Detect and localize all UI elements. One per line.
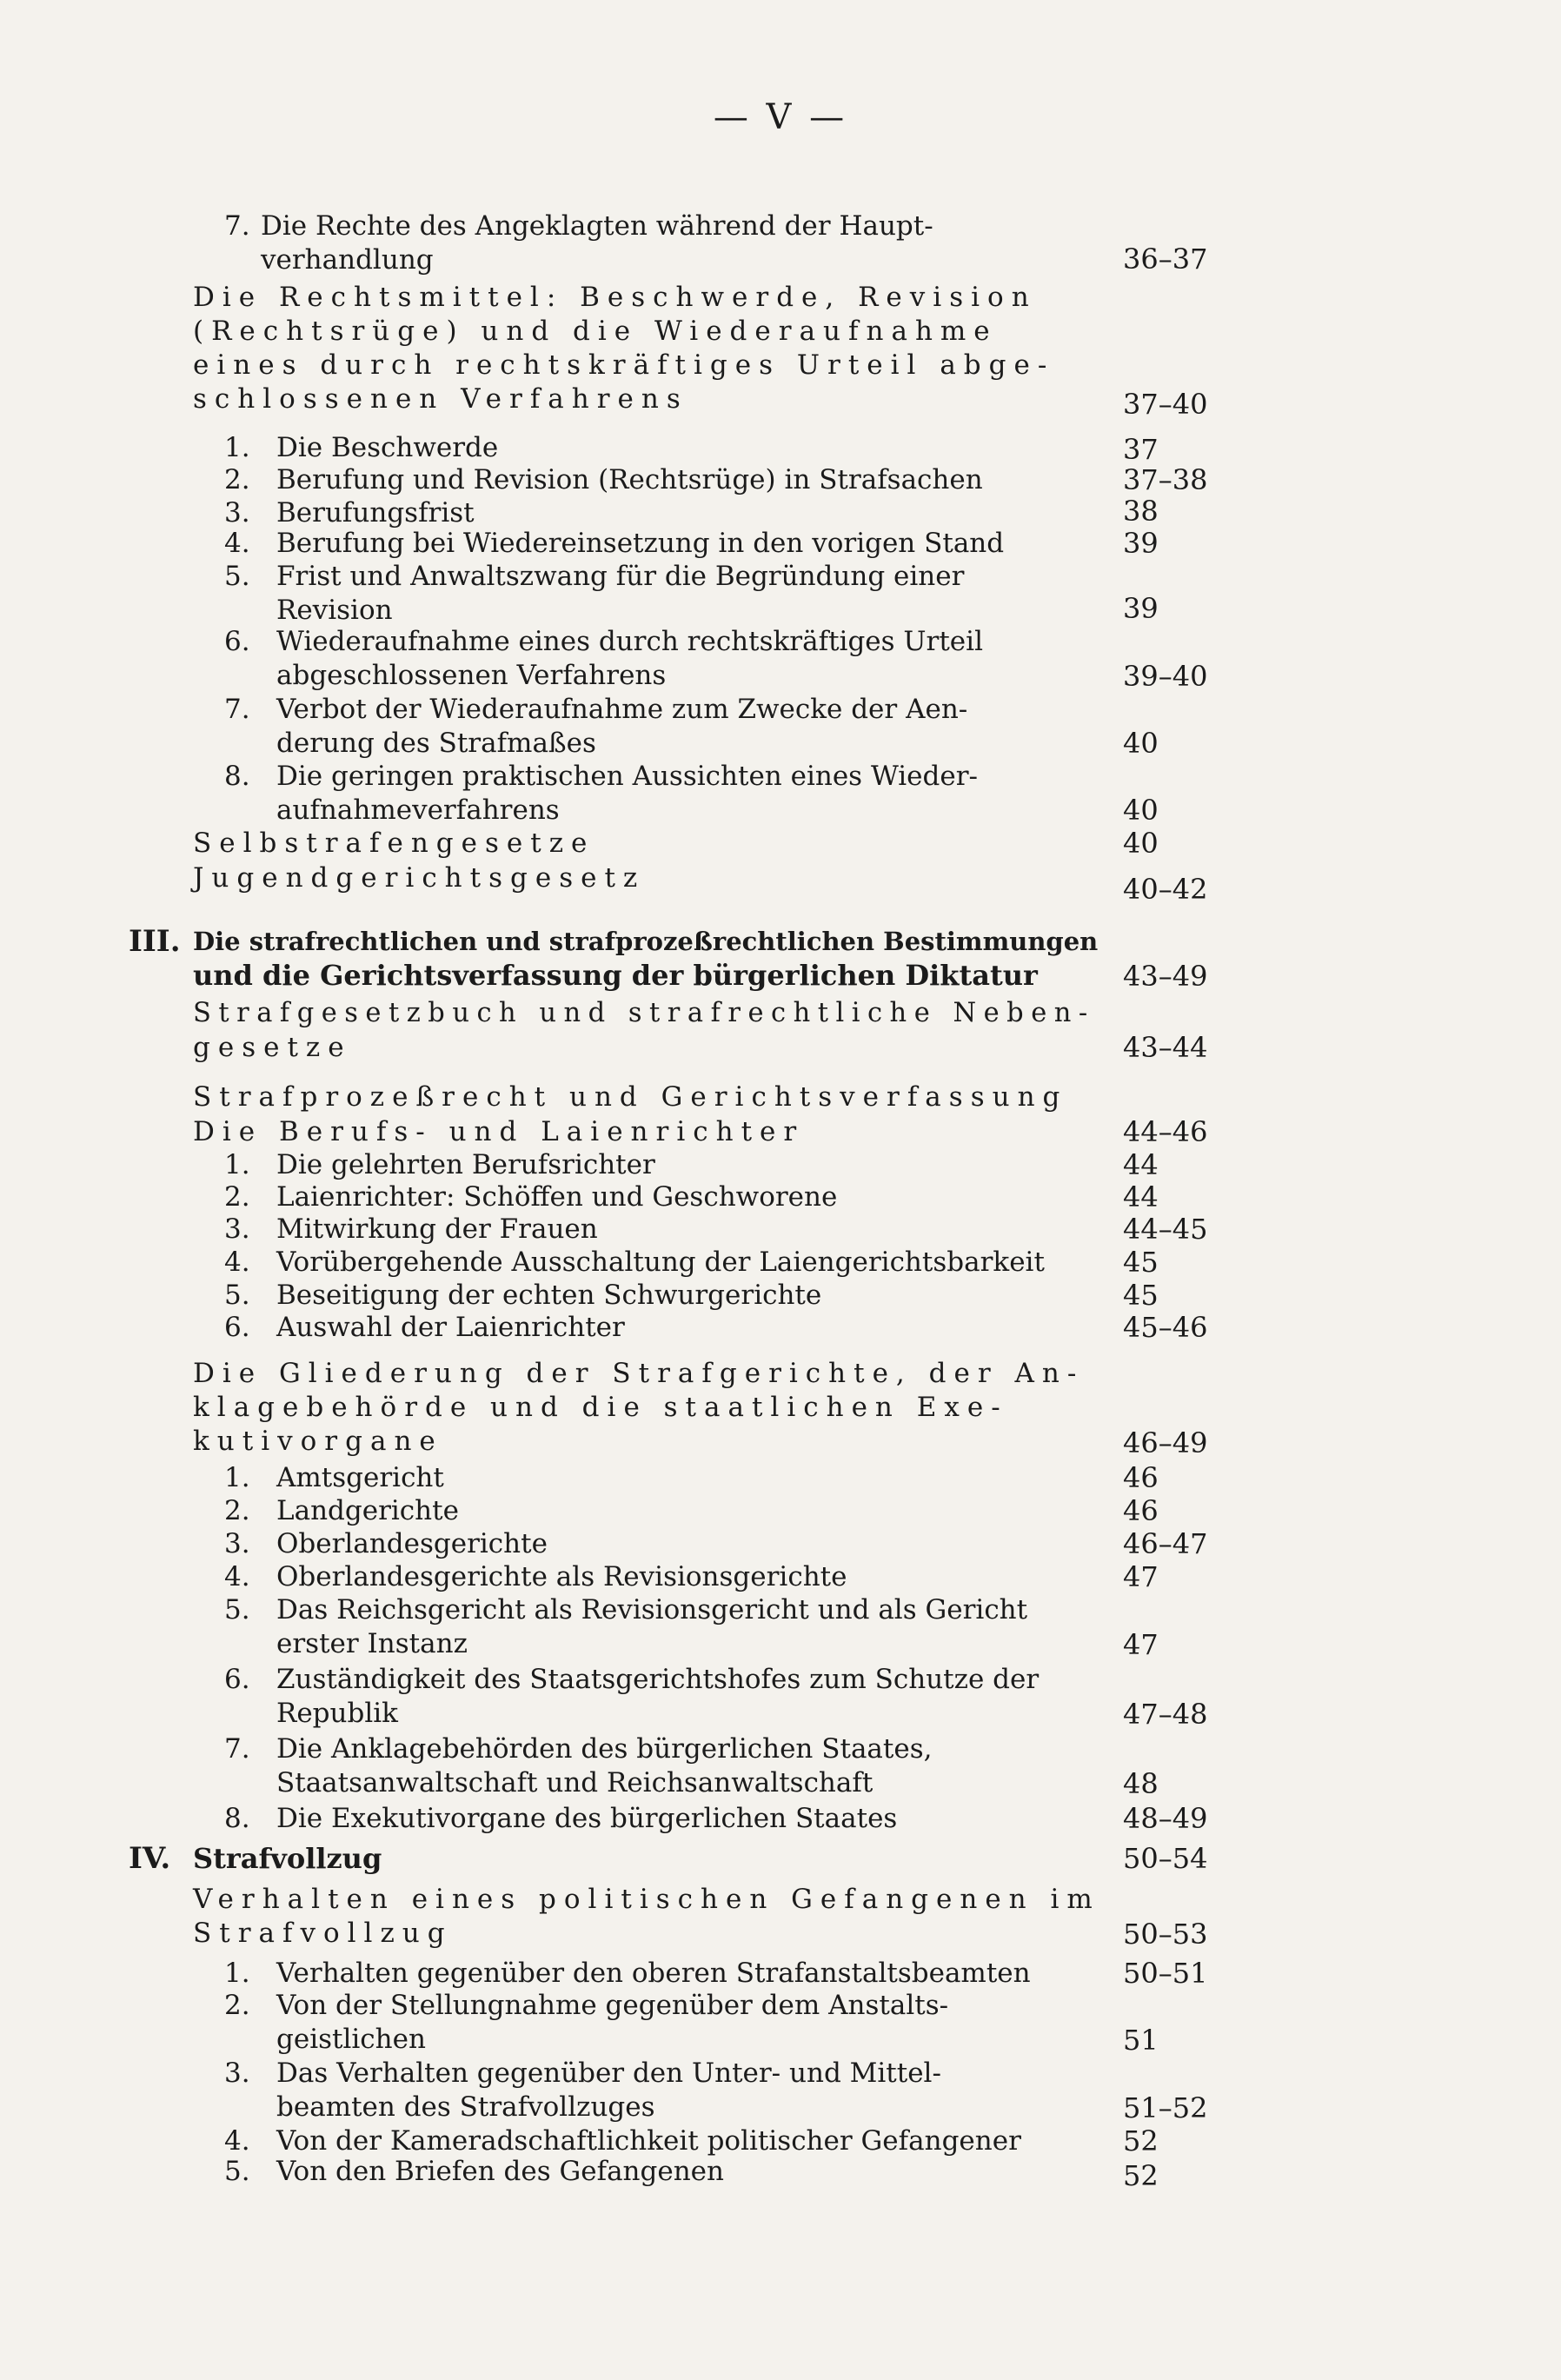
toc-entry-number: 2. [224, 464, 250, 495]
toc-page-ref: 38 [1123, 495, 1159, 528]
toc-page-ref: 52 [1123, 2124, 1159, 2157]
toc-entry-text: Strafgesetzbuch und strafrechtliche Neben- [193, 998, 1095, 1028]
toc-entry-text: Strafvollzug [193, 1842, 382, 1875]
toc-page-ref: 37–40 [1123, 388, 1208, 421]
toc-entry-text: Berufungsfrist [276, 497, 475, 529]
toc-entry-text: und die Gerichtsverfassung der bürgerlichen Diktatur [193, 959, 1038, 992]
toc-entry-text: Die Gliederung der Strafgerichte, der An- [193, 1358, 1085, 1389]
toc-entry-text: Republik [276, 1698, 398, 1729]
toc-entry-text: Die Exekutivorgane des bürgerlichen Staates [276, 1803, 898, 1834]
toc-entry-number: 5. [224, 1594, 250, 1625]
toc-entry-text: Die Berufs- und Laienrichter [193, 1116, 805, 1147]
toc-page-ref: 45 [1123, 1246, 1159, 1279]
toc-page-ref: 51–52 [1123, 2091, 1208, 2124]
toc-page-ref: 40–42 [1123, 873, 1208, 906]
toc-entry-text: Revision [276, 595, 393, 626]
toc-entry-number: 5. [224, 561, 250, 592]
toc-entry-number: 4. [224, 2125, 250, 2157]
toc-entry-text: Verhalten gegenüber den oberen Strafanstaltsbeamten [276, 1958, 1031, 1989]
toc-page-ref: 51 [1123, 2024, 1159, 2057]
toc-page-ref: 50–54 [1123, 1842, 1208, 1875]
toc-entry-number: III. [129, 924, 181, 959]
toc-entry-text: Landgerichte [276, 1495, 459, 1526]
toc-entry-number: 3. [224, 1213, 250, 1245]
toc-page-ref: 46–47 [1123, 1527, 1208, 1560]
toc-entry-text: Beseitigung der echten Schwurgerichte [276, 1280, 822, 1311]
toc-page-ref: 50–53 [1123, 1918, 1208, 1951]
toc-entry-text: Mitwirkung der Frauen [276, 1213, 598, 1245]
toc-page-ref: 44 [1123, 1148, 1159, 1181]
toc-entry-number: 1. [224, 1462, 250, 1493]
toc-page-ref: 46 [1123, 1494, 1159, 1527]
toc-entry-number: 8. [224, 761, 250, 792]
toc-entry-text: Verbot der Wiederaufnahme zum Zwecke der Aen- [276, 694, 968, 725]
toc-entry-number: 7. [224, 210, 250, 242]
toc-entry-text: Die strafrechtlichen und strafprozeßrechtlichen Bestimmungen [193, 927, 1099, 956]
toc-entry-text: Oberlandesgerichte [276, 1528, 548, 1559]
toc-entry-text: Laienrichter: Schöffen und Geschworene [276, 1181, 838, 1213]
toc-entry-text: erster Instanz [276, 1628, 468, 1659]
toc-page-ref: 39–40 [1123, 660, 1208, 693]
toc-page-ref: 40 [1123, 794, 1159, 827]
toc-entry-number: 8. [224, 1803, 250, 1834]
toc-entry-text: Vorübergehende Ausschaltung der Laiengerichtsbarkeit [276, 1247, 1045, 1278]
toc-entry-number: 2. [224, 1990, 250, 2021]
toc-page-ref: 47 [1123, 1628, 1159, 1661]
toc-entry-text: abgeschlossenen Verfahrens [276, 660, 667, 691]
toc-entry-number: 5. [224, 2156, 250, 2187]
toc-entry-text: Strafprozeßrecht und Gerichtsverfassung [193, 1081, 1068, 1113]
toc-entry-number: 4. [224, 1247, 250, 1278]
toc-entry-text: beamten des Strafvollzuges [276, 2091, 655, 2123]
page-number: — V — [713, 97, 848, 137]
toc-page-ref: 40 [1123, 827, 1159, 860]
toc-entry-number: 4. [224, 528, 250, 559]
toc-entry-text: Frist und Anwaltszwang für die Begründung einer [276, 561, 965, 592]
toc-page-ref: 47–48 [1123, 1698, 1208, 1731]
toc-entry-text: Die Rechte des Angeklagten während der Haupt- [261, 210, 933, 242]
toc-page-ref: 44–46 [1123, 1115, 1208, 1148]
toc-entry-number: 1. [224, 1149, 250, 1180]
toc-entry-number: 2. [224, 1495, 250, 1526]
toc-entry-number: 7. [224, 1733, 250, 1765]
toc-entry-text: eines durch rechtskräftiges Urteil abge- [193, 349, 1055, 381]
toc-entry-text: klagebehörde und die staatlichen Exe- [193, 1392, 1008, 1423]
toc-entry-text: Staatsanwaltschaft und Reichsanwaltschaft [276, 1767, 873, 1798]
toc-page-ref: 36–37 [1123, 243, 1208, 276]
toc-entry-text: geistlichen [276, 2024, 426, 2055]
toc-entry-text: Verhalten eines politischen Gefangenen im [193, 1884, 1100, 1915]
toc-entry-text: Auswahl der Laienrichter [276, 1312, 625, 1343]
toc-entry-text: Wiederaufnahme eines durch rechtskräftiges Urteil [276, 626, 983, 657]
toc-entry-number: 4. [224, 1561, 250, 1592]
toc-page-ref: 37 [1123, 433, 1159, 466]
toc-entry-number: IV. [129, 1841, 171, 1876]
toc-page-ref: 37–38 [1123, 463, 1208, 496]
toc-page-ref: 48–49 [1123, 1802, 1208, 1835]
toc-entry-number: 3. [224, 2058, 250, 2089]
toc-entry-text: Jugendgerichtsgesetz [193, 862, 646, 894]
toc-entry-number: 6. [224, 1664, 250, 1695]
toc-entry-number: 1. [224, 1958, 250, 1989]
toc-page-ref: 39 [1123, 527, 1159, 560]
toc-entry-text: kutivorgane [193, 1426, 443, 1457]
toc-page-ref: 39 [1123, 592, 1159, 625]
toc-page-ref: 47 [1123, 1560, 1159, 1593]
toc-entry-number: 6. [224, 1312, 250, 1343]
toc-page-ref: 46 [1123, 1461, 1159, 1494]
toc-entry-number: 5. [224, 1280, 250, 1311]
toc-page-ref: 44–45 [1123, 1213, 1208, 1246]
toc-entry-number: 7. [224, 694, 250, 725]
toc-entry-text: Von der Stellungnahme gegenüber dem Anstalts- [276, 1990, 949, 2021]
toc-entry-text: Berufung bei Wiedereinsetzung in den vorigen Stand [276, 528, 1005, 559]
toc-page-ref: 40 [1123, 727, 1159, 760]
toc-entry-text: (Rechtsrüge) und die Wiederaufnahme [193, 316, 998, 347]
toc-entry-text: Selbstrafengesetze [193, 828, 595, 859]
toc-entry-text: Die Anklagebehörden des bürgerlichen Staates, [276, 1733, 933, 1765]
toc-page-ref: 44 [1123, 1180, 1159, 1213]
toc-entry-text: Die Rechtsmittel: Beschwerde, Revision [193, 282, 1037, 313]
toc-entry-text: Das Reichsgericht als Revisionsgericht und als Gericht [276, 1594, 1028, 1625]
toc-entry-text: Amtsgericht [276, 1462, 444, 1493]
toc-page-ref: 45–46 [1123, 1311, 1208, 1344]
toc-page-ref: 48 [1123, 1767, 1159, 1800]
toc-entry-text: Von der Kameradschaftlichkeit politischer Gefangener [276, 2125, 1021, 2157]
toc-entry-text: Die gelehrten Berufsrichter [276, 1149, 655, 1180]
toc-entry-text: Berufung und Revision (Rechtsrüge) in Strafsachen [276, 464, 983, 495]
toc-entry-text: verhandlung [261, 244, 434, 276]
toc-entry-text: derung des Strafmaßes [276, 728, 596, 759]
toc-page-ref: 46–49 [1123, 1426, 1208, 1459]
toc-entry-number: 2. [224, 1181, 250, 1213]
toc-entry-number: 3. [224, 1528, 250, 1559]
toc-entry-text: Oberlandesgerichte als Revisionsgerichte [276, 1561, 847, 1592]
toc-entry-text: Die Beschwerde [276, 432, 499, 463]
toc-entry-text: Strafvollzug [193, 1918, 453, 1949]
toc-entry-text: Zuständigkeit des Staatsgerichtshofes zum Schutze der [276, 1664, 1040, 1695]
toc-entry-number: 3. [224, 497, 250, 529]
toc-entry-text: aufnahmeverfahrens [276, 794, 560, 826]
toc-entry-text: Von den Briefen des Gefangenen [276, 2156, 724, 2187]
toc-entry-number: 6. [224, 626, 250, 657]
toc-page-ref: 52 [1123, 2159, 1159, 2192]
toc-entry-text: gesetze [193, 1032, 352, 1063]
toc-entry-number: 1. [224, 432, 250, 463]
toc-entry-text: schlossenen Verfahrens [193, 383, 688, 415]
toc-page-ref: 50–51 [1123, 1957, 1208, 1990]
toc-page-ref: 43–44 [1123, 1031, 1208, 1064]
toc-page-ref: 43–49 [1123, 960, 1208, 993]
toc-entry-text: Das Verhalten gegenüber den Unter- und Mittel- [276, 2058, 941, 2089]
toc-entry-text: Die geringen praktischen Aussichten eines Wieder- [276, 761, 978, 792]
toc-page-ref: 45 [1123, 1279, 1159, 1312]
